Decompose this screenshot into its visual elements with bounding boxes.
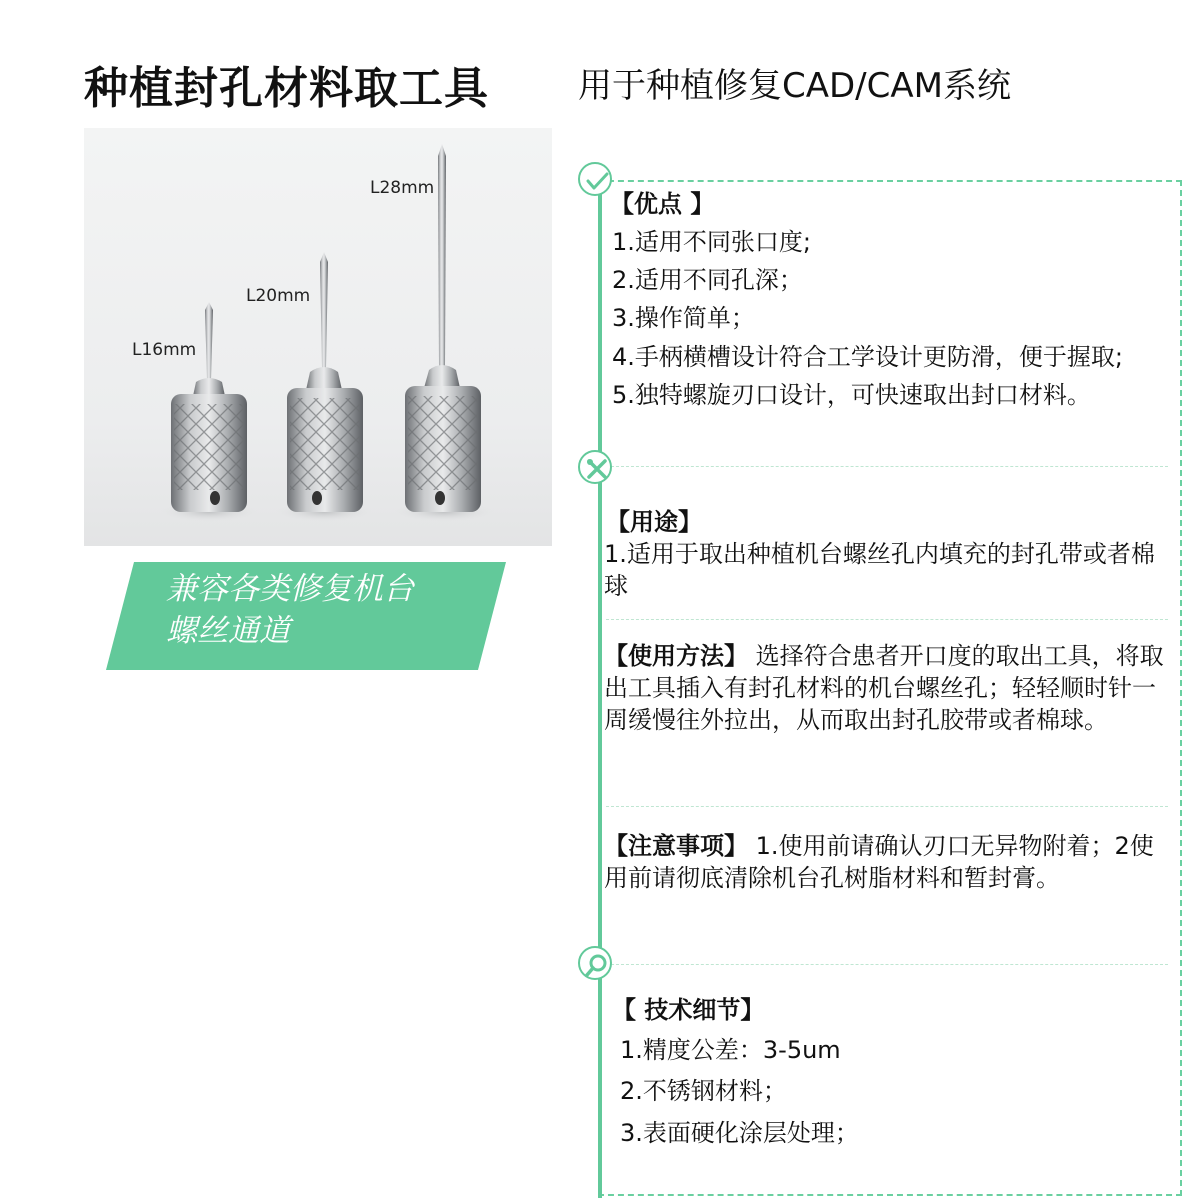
- length-label-l16: L16mm: [132, 340, 197, 360]
- product-photo: [84, 128, 552, 546]
- check-icon: [578, 162, 612, 196]
- notes-heading: 【注意事项】: [604, 832, 748, 860]
- tech-item: 1.精度公差：3-5um: [620, 1036, 841, 1064]
- advantage-item: 5.独特螺旋刃口设计，可快速取出封口材料。: [612, 381, 1091, 409]
- method-heading: 【使用方法】: [604, 642, 748, 670]
- length-label-l28: L28mm: [370, 178, 435, 198]
- tool-l28: [392, 144, 496, 522]
- usage-text: 1.适用于取出种植机台螺丝孔内填充的封孔带或者棉球: [604, 540, 1155, 600]
- compatibility-banner: [106, 562, 506, 670]
- notes-text: 1.使用前请确认刃口无异物附着；2使用前请彻底清除机台孔树脂材料和暂封膏。: [604, 832, 1154, 892]
- banner-line-1: 兼容各类修复机台: [166, 571, 414, 607]
- page-subtitle: 用于种植修复CAD/CAM系统: [578, 66, 1011, 106]
- advantage-item: 1.适用不同张口度;: [612, 228, 811, 256]
- panel-accent-line: [598, 180, 602, 1198]
- tech-item: 2.不锈钢材料；: [620, 1077, 787, 1105]
- section-divider: [606, 964, 1168, 965]
- method-text: 选择符合患者开口度的取出工具，将取出工具插入有封孔材料的机台螺丝孔；轻轻顺时针一周缓慢往外拉出，从而取出封孔胶带或者棉球。: [604, 642, 1164, 734]
- tech-heading: 【 技术细节】: [612, 996, 765, 1024]
- tools-illustration: [84, 128, 552, 546]
- advantage-item: 3.操作简单；: [612, 304, 755, 332]
- magnifier-icon: [578, 946, 612, 980]
- tech-item: 3.表面硬化涂层处理；: [620, 1119, 859, 1147]
- advantage-item: 2.适用不同孔深；: [612, 266, 803, 294]
- tool-l16: [159, 302, 259, 522]
- length-label-l20: L20mm: [246, 286, 311, 306]
- section-divider: [606, 466, 1168, 467]
- method-paragraph: [604, 640, 1170, 736]
- usage-heading: 【用途】: [606, 508, 702, 536]
- notes-paragraph: [604, 830, 1170, 894]
- banner-line-2: 螺丝通道: [166, 613, 290, 649]
- page-title: 种植封孔材料取工具: [84, 63, 489, 114]
- section-divider: [606, 806, 1168, 807]
- advantages-heading: 【优点 】: [610, 190, 715, 218]
- advantage-item: 4.手柄横槽设计符合工学设计更防滑，便于握取;: [612, 343, 1123, 371]
- tools-icon: [578, 450, 612, 484]
- section-divider: [606, 619, 1168, 620]
- banner-text: [166, 568, 486, 652]
